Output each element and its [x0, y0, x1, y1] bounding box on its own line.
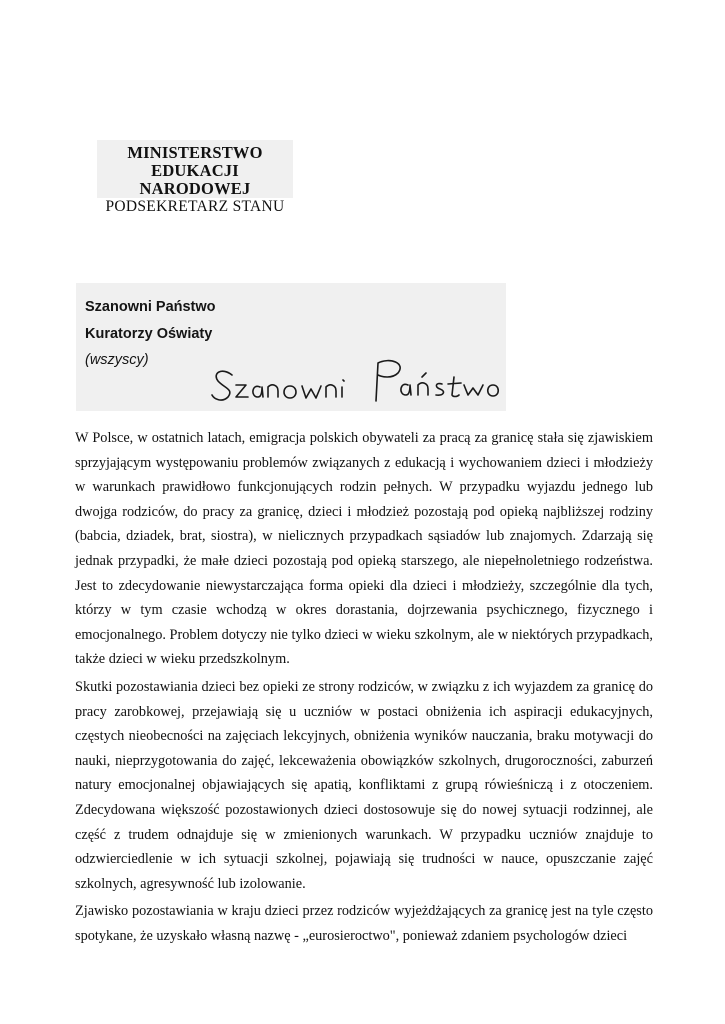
salutation-line-1: Szanowni Państwo — [85, 299, 216, 315]
paragraph-3: Zjawisko pozostawiania w kraju dzieci przez rodziców wyjeżdżających za granicę jest na tyle często spotykane, że uzyskało własną nazwę - „eurosieroctwo", ponieważ zdaniem psychologów dzieci — [75, 903, 653, 944]
letterhead-position: PODSEKRETARZ STANU — [105, 198, 285, 215]
handwritten-salutation — [210, 353, 500, 409]
salutation-line-2: Kuratorzy Oświaty — [85, 326, 213, 342]
paragraph-2: Skutki pozostawiania dzieci bez opieki ze strony rodziców, w związku z ich wyjazdem za granicę do pracy zarobkowej, przejawiają się u uczniów w postaci obniżenia ich aspiracji edukacyjnych, częstych nieobecności na zajęciach lekcyjnych, obniżenia wyników nauczania, braku motywacji do nauki, nieprzygotowania do zajęć, lekceważenia obowiązków szkolnych, drugoroczności, zaburzeń natury emocjonalnej objawiających się apatią, konfliktami z grupą rówieśniczą i z otoczeniem. Zdecydowana większość pozostawionych dzieci dostosowuje się do nowej sytuacji rodzinnej, ale część z trudem odnajduje się w zmienionych warunkach. W przypadku uczniów znajduje to odzwierciedlenie w ich sytuacji szkolnej, pojawiają się trudności w nauce, opuszczanie zajęć szkolnych, agresywność lub izolowanie. — [75, 678, 653, 892]
letterhead-department: EDUKACJI NARODOWEJ — [139, 161, 251, 198]
letter-body — [75, 426, 653, 951]
letterhead-ministry: MINISTERSTWO — [127, 143, 263, 162]
paragraph-1: W Polsce, w ostatnich latach, emigracja polskich obywateli za pracą za granicę stała się zjawiskiem sprzyjającym występowaniu problemów związanych z edukacją i wychowaniem dzieci i młodzieży w warunkach prawidłowo funkcjonujących rodzin pełnych. W przypadku wyjazdu jednego lub dwojga rodziców, do pracy za granicę, dzieci i młodzież pozostają pod opieką najbliższej rodziny (babcia, dziadek, brat, siostra), w nielicznych przypadkach sąsiadów lub znajomych. Zdarzają się jednak przypadki, że małe dzieci pozostają pod opieką starszego, ale niepełnoletniego rodzeństwa. Jest to zdecydowanie niewystarczająca forma opieki dla dzieci i młodzieży, szczególnie dla tych, którzy w tym czasie wchodzą w okres dorastania, dojrzewania psychicznego, fizycznego i emocjonalnego. Problem dotyczy nie tylko dzieci w wieku szkolnym, ale w niektórych przypadkach, także dzieci w wieku przedszkolnym. — [75, 430, 653, 668]
salutation-line-3: (wszyscy) — [85, 352, 149, 368]
letterhead — [97, 140, 293, 215]
salutation-block — [76, 283, 506, 411]
